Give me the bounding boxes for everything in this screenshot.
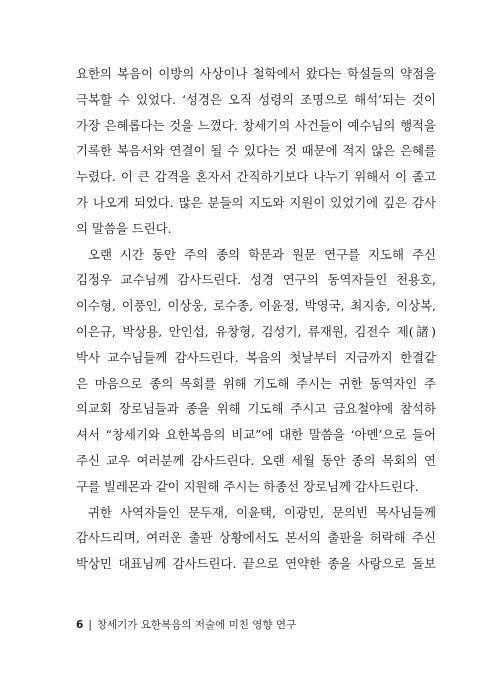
- text-line: 박상민 대표님께 감사드린다. 끝으로 연약한 종을 사랑으로 돌보: [76, 556, 436, 572]
- text-line: 김정우 교수님께 감사드린다. 성경 연구의 동역자들인 천용호,: [76, 272, 436, 288]
- text-line: 구를 빌레몬과 같이 지원해 주시는 하종선 장로님께 감사드린다.: [76, 478, 419, 494]
- text-line: 오랜 시간 동안 주의 종의 학문과 원문 연구를 지도해 주신: [88, 246, 436, 262]
- text-line: 귀한 사역자들인 문두재, 이윤택, 이광민, 문의빈 목사님들께: [88, 504, 436, 520]
- text-line: 극복할 수 있었다. ‘성경은 오직 성령의 조명으로 해석’되는 것이: [76, 91, 436, 107]
- text-line: 의 말씀을 드린다.: [76, 220, 172, 236]
- page-footer: [76, 617, 296, 632]
- text-line: 감사드리며, 여러운 출판 상황에서도 본서의 출판을 허락해 주신: [76, 530, 436, 546]
- text-line: 기록한 복음서와 연결이 될 수 있다는 것 때문에 적지 않은 은혜를: [76, 143, 436, 159]
- text-line: 이은규, 박상용, 안인섭, 유창형, 김성기, 류재원, 김전수 제(諸): [76, 323, 436, 339]
- text-line: 누렸다. 이 큰 감격을 혼자서 간직하기보다 나누기 위해서 이 졸고: [76, 169, 436, 185]
- text-line: 의교회 장로님들과 종을 위해 기도해 주시고 금요철야에 참석하: [76, 401, 436, 417]
- text-line: 이수형, 이풍인, 이상웅, 로수종, 이윤정, 박영국, 최지송, 이상복,: [76, 298, 436, 314]
- footer-separator: |: [88, 619, 92, 631]
- text-line: 가장 은혜롭다는 것을 느꼈다. 창세기의 사건들이 예수님의 행적을: [76, 117, 436, 133]
- text-line: 셔서 “창세기와 요한복음의 비교”에 대한 말씀을 ‘아멘’으로 들어: [76, 427, 436, 443]
- text-line: 요한의 복음이 이방의 사상이나 철학에서 왔다는 학설들의 약점을: [76, 66, 436, 81]
- running-title: 창세기가 요한복음의 저술에 미친 영향 연구: [96, 619, 297, 631]
- text-line: 가 나오게 되었다. 많은 분들의 지도와 지원이 있었기에 깊은 감사: [76, 194, 436, 210]
- body-text: [76, 61, 436, 577]
- page-number: 6: [76, 619, 84, 631]
- text-line: 은 마음으로 종의 목회를 위해 기도해 주시는 귀한 동역자인 주: [76, 375, 436, 391]
- text-line: 박사 교수님들께 감사드린다. 복음의 첫날부터 지금까지 한결같: [76, 349, 436, 365]
- text-line: 주신 교우 여러분께 감사드린다. 오랜 세월 동안 종의 목회의 연: [76, 452, 436, 468]
